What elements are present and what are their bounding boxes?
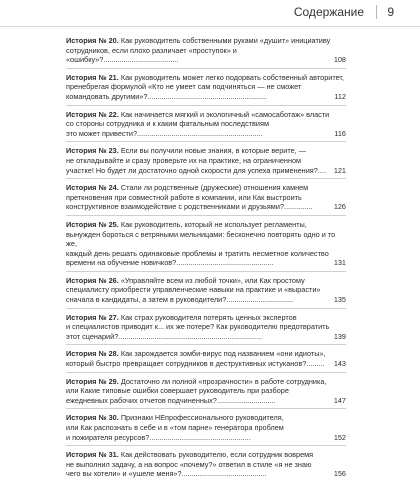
- table-of-contents: [66, 36, 346, 479]
- toc-entry-text: каждый день решать одинаковые проблемы и тратить несметное количество: [66, 248, 329, 258]
- toc-page-number: 147: [333, 395, 346, 405]
- toc-entry-line: [66, 92, 346, 102]
- toc-entry-line: [66, 359, 346, 369]
- toc-entry-line: [66, 249, 346, 259]
- toc-page-number: 131: [333, 258, 346, 268]
- toc-entry-text: участке! Но будет ли достаточно одной скорости для успеха применения?: [66, 165, 318, 175]
- toc-entry-text: ежедневных рабочих отчетов подчиненных?: [66, 395, 217, 405]
- toc-entry-line: [66, 73, 346, 83]
- toc-divider: [66, 105, 346, 106]
- toc-leader-dots: .................................: [226, 295, 294, 305]
- toc-entry[interactable]: [66, 313, 346, 342]
- toc-leader-dots: .......................................................................: [118, 331, 263, 341]
- toc-entry-text: специалисту приобрести управленческие навыки на практике и «вырасти»: [66, 285, 321, 295]
- toc-entry-text: Как начинается мягкий и экологичный «самосаботаж» власти: [120, 109, 330, 119]
- toc-entry-number: История № 27.: [66, 312, 119, 322]
- toc-entry-number: История № 22.: [66, 109, 119, 119]
- toc-leader-dots: .........: [306, 359, 325, 369]
- toc-entry-text: Как зарождается зомби-вирус под названием «они идиоты»,: [120, 349, 326, 359]
- toc-entry-line: [66, 396, 346, 406]
- toc-divider: [66, 372, 346, 373]
- toc-entry-text: Как действовать руководителю, если сотрудник вовремя: [120, 450, 314, 460]
- toc-entry-text: и специалистов приводит к... их же потере? Как руководителю предотвратить: [66, 322, 330, 332]
- toc-entry-number: История № 31.: [66, 450, 119, 460]
- toc-divider: [66, 178, 346, 179]
- toc-page-number: 143: [333, 359, 346, 369]
- toc-entry-line: [66, 146, 346, 156]
- toc-divider: [66, 68, 346, 69]
- header-title: Содержание: [293, 5, 364, 19]
- toc-entry-text: вынужден бороться с ветряными мельницами: бесконечно повторять одно и то же,: [66, 229, 336, 249]
- toc-entry[interactable]: [66, 73, 346, 102]
- toc-entry-line: [66, 295, 346, 305]
- toc-entry-line: [66, 36, 346, 46]
- toc-page-number: 108: [333, 55, 346, 65]
- toc-entry-text: Как руководитель может легко подорвать собственный авторитет,: [120, 72, 344, 82]
- toc-page-number: 116: [334, 128, 346, 138]
- toc-entry-text: командовать другими»?: [66, 91, 148, 101]
- toc-divider: [66, 408, 346, 409]
- toc-entry-line: [66, 230, 346, 249]
- toc-entry-text: Как руководитель собственными руками «душит» инициативу: [120, 36, 331, 45]
- header-divider: [376, 5, 377, 19]
- toc-entry-text: сначала в кандидаты, а затем в руководители?: [66, 295, 227, 305]
- toc-entry-line: [66, 183, 346, 193]
- toc-entry-line: [66, 332, 346, 342]
- toc-page-number: 135: [333, 295, 346, 305]
- toc-entry-line: [66, 313, 346, 323]
- toc-entry-text: преткновения при совместной работе в компании, или Как выстроить: [66, 192, 302, 202]
- toc-entry-number: История № 28.: [66, 349, 119, 359]
- toc-entry-line: [66, 193, 346, 203]
- toc-leader-dots: ..............: [283, 202, 313, 212]
- toc-entry[interactable]: [66, 450, 346, 479]
- toc-page-number: 112: [334, 91, 346, 101]
- toc-entry-line: [66, 129, 346, 139]
- toc-entry-text: пренебрегая формулой «Кто не умеет сам подчиняться — не сможет: [66, 82, 302, 92]
- toc-page-number: 152: [333, 432, 346, 442]
- toc-entry-line: [66, 413, 346, 423]
- toc-entry-text: Достаточно ли полной «прозрачности» в работе сотрудника,: [120, 376, 327, 386]
- toc-entry-text: Стали ли родственные (дружеские) отношения камнем: [120, 183, 309, 193]
- toc-entry-number: История № 25.: [66, 219, 119, 229]
- toc-entry-line: [66, 276, 346, 286]
- toc-entry-number: История № 29.: [66, 376, 119, 386]
- toc-entry-line: [66, 433, 346, 443]
- toc-entry-text: «Управляйте всем из любой точки», или Как простому: [120, 275, 305, 285]
- toc-entry[interactable]: [66, 413, 346, 442]
- toc-entry-text: конструктивное взаимодействие с родственниками и друзьями?: [66, 202, 284, 212]
- toc-entry-text: этот сценарий?: [66, 331, 119, 341]
- toc-entry-line: [66, 450, 346, 460]
- toc-entry-text: это может привести?: [66, 128, 138, 138]
- toc-entry[interactable]: [66, 146, 346, 175]
- toc-entry-text: сотрудников, если плохо различает «проступок» и «ошибку»?: [66, 45, 237, 65]
- toc-entry-line: [66, 386, 346, 396]
- toc-entry-text: или Как распознать в себе и в «том парне» генератора проблем: [66, 423, 284, 432]
- toc-entry-text: времени на обучение новичков?: [66, 258, 177, 268]
- toc-divider: [66, 271, 346, 272]
- toc-divider: [66, 445, 346, 446]
- header-page-number: 9: [387, 5, 394, 19]
- toc-entry-line: [66, 119, 346, 129]
- toc-entry-line: [66, 322, 346, 332]
- toc-page-number: 156: [333, 469, 346, 479]
- toc-divider: [66, 141, 346, 142]
- toc-entry-text: не выполнил задачу, а на вопрос «почему?» ответил в стиле «я не знаю: [66, 459, 312, 469]
- toc-entry-line: [66, 156, 346, 166]
- toc-entry-line: [66, 460, 346, 470]
- toc-entry-line: [66, 469, 346, 479]
- toc-page-number: 126: [333, 202, 346, 212]
- toc-leader-dots: ..........................................: [181, 469, 267, 479]
- toc-entry-number: История № 26.: [66, 275, 119, 285]
- toc-entry[interactable]: [66, 110, 346, 139]
- toc-entry-number: История № 30.: [66, 413, 119, 423]
- toc-entry-line: [66, 220, 346, 230]
- toc-entry-number: История № 20.: [66, 36, 119, 45]
- toc-entry-text: Признаки НЕпрофессионального руководителя,: [120, 413, 284, 423]
- toc-entry-line: [66, 258, 346, 268]
- toc-divider: [66, 308, 346, 309]
- toc-entry[interactable]: [66, 183, 346, 212]
- toc-entry-line: [66, 46, 346, 65]
- toc-divider: [66, 215, 346, 216]
- toc-entry-text: чего вы хотели» и «ушеле меня»?: [66, 469, 182, 479]
- page-header: [0, 0, 420, 27]
- toc-entry[interactable]: [66, 220, 346, 268]
- toc-leader-dots: ..................................................: [149, 432, 251, 442]
- toc-page-number: 139: [333, 331, 346, 341]
- toc-divider: [66, 344, 346, 345]
- toc-entry-text: Как руководитель, который не использует регламенты,: [120, 219, 307, 229]
- toc-leader-dots: ....: [317, 165, 326, 175]
- toc-entry-text: не откладывайте и сразу проверьте их на практике, на ограниченном: [66, 155, 302, 165]
- toc-entry-line: [66, 202, 346, 212]
- toc-entry-text: и пожирателя ресурсов?: [66, 432, 150, 442]
- toc-entry-line: [66, 377, 346, 387]
- toc-leader-dots: ................................................: [176, 258, 274, 268]
- toc-entry-text: Если вы получили новые знания, в которые верите, —: [120, 146, 307, 156]
- toc-entry-text: со стороны сотрудника и к каким фатальным последствиям: [66, 119, 269, 129]
- toc-leader-dots: .............................: [216, 395, 276, 405]
- toc-leader-dots: .....................................: [103, 55, 179, 65]
- toc-entry-number: История № 24.: [66, 183, 119, 193]
- toc-entry-text: или Какие типовые ошибки совершает руководитель при разборе: [66, 386, 289, 396]
- toc-entry[interactable]: [66, 36, 346, 65]
- toc-entry-line: [66, 423, 346, 433]
- toc-entry-text: который быстро превращает сотрудников в деструктивных истуканов?: [66, 359, 307, 369]
- toc-page-number: 121: [333, 165, 346, 175]
- toc-entry-line: [66, 166, 346, 176]
- toc-entry-line: [66, 110, 346, 120]
- toc-entry-text: Как страх руководителя потерять ценных экспертов: [120, 312, 297, 322]
- toc-entry-line: [66, 285, 346, 295]
- toc-entry-line: [66, 349, 346, 359]
- toc-entry-number: История № 23.: [66, 146, 119, 156]
- toc-entry[interactable]: [66, 377, 346, 406]
- toc-leader-dots: ..............................................................: [137, 128, 263, 138]
- toc-entry[interactable]: [66, 276, 346, 305]
- toc-entry-line: [66, 82, 346, 92]
- toc-leader-dots: ...........................................................: [147, 91, 268, 101]
- toc-entry-number: История № 21.: [66, 72, 119, 82]
- toc-entry[interactable]: [66, 349, 346, 368]
